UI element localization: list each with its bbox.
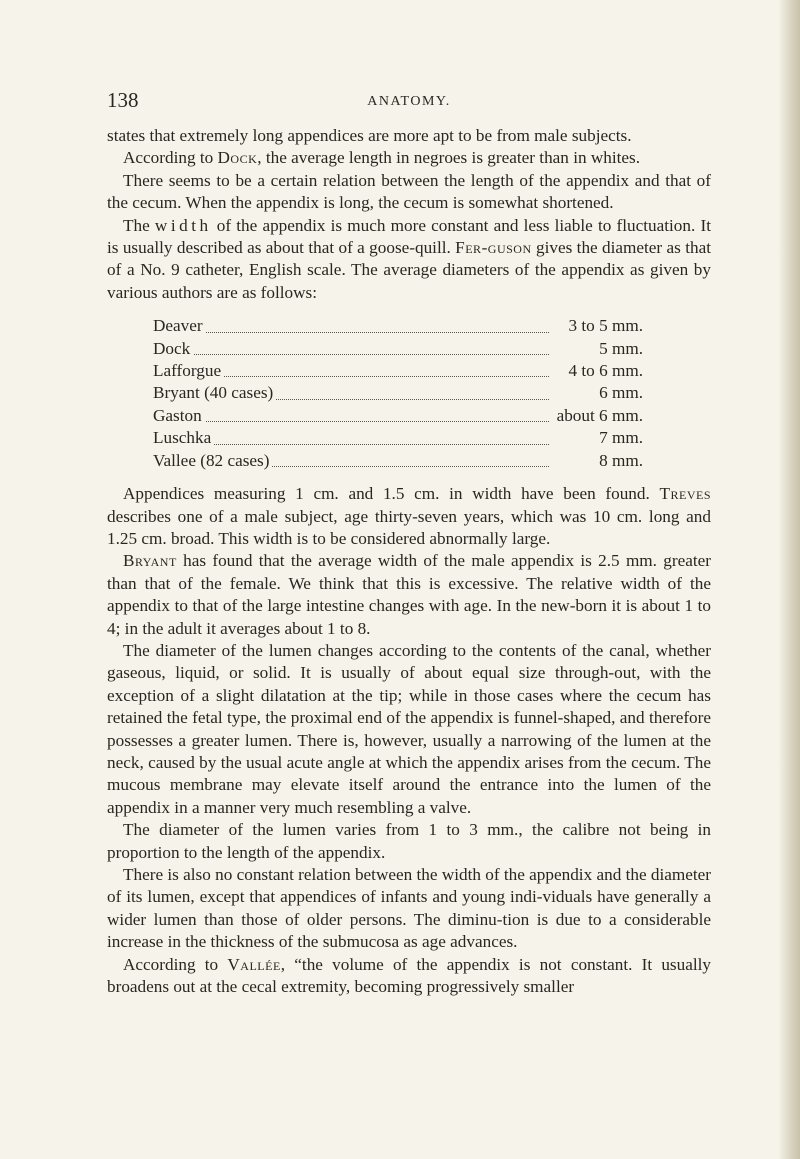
author-name: Dock — [217, 148, 258, 168]
text-run: gives the diameter as that of a No. 9 catheter, English scale. The average diameters of the appendix as given by various authors are as follows: — [107, 238, 711, 302]
text-run: describes one of a male subject, age thirty-seven years, which was 10 cm. long and 1.25 cm. broad. This width is to be considered abnormally large. — [107, 506, 711, 548]
page-header — [107, 88, 711, 114]
paragraph — [107, 170, 711, 215]
diameter-table — [153, 315, 643, 472]
table-author: Luschka — [153, 428, 214, 447]
table-author: Deaver — [153, 316, 206, 335]
table-value: 8 mm. — [599, 450, 643, 470]
table-row — [153, 427, 643, 449]
spaced-term: width — [154, 215, 212, 235]
text-run: According to — [123, 954, 228, 974]
table-author: Lafforgue — [153, 361, 224, 380]
text-run: of the appendix is much more constant and less liable to fluctuation. It is usually described as about that of a goose-quill. — [107, 215, 711, 258]
table-value: 6 mm. — [599, 383, 643, 403]
paragraph — [107, 819, 711, 864]
paragraph — [107, 864, 711, 954]
table-row — [153, 382, 643, 404]
text-run: The diameter of the lumen changes according to the contents of the canal, whether gaseous, liquid, or solid. It is usually of about equal size through-out, with the exception of a slight dilatation at the tip; while in those cases where the cecum has retained the fetal type, the proximal end of the appendix is funnel-shaped, and therefore possesses a greater lumen. There is, however, usually a narrowing of the lumen at the neck, caused by the usual acute angle at which the appendix arises from the cecum. The mucous membrane may elevate itself around the entrance into the lumen of the appendix in a manner very much resembling a valve. — [107, 640, 711, 817]
text-run: According to — [123, 148, 218, 168]
table-author: Dock — [153, 339, 193, 358]
author-name: Bryant — [123, 551, 177, 571]
paragraph — [107, 215, 711, 305]
body-text — [107, 125, 711, 998]
author-name: Vallée — [227, 954, 281, 974]
text-run: The — [123, 215, 155, 235]
text-run: The diameter of the lumen varies from 1 to 3 mm., the calibre not being in proportion to the length of the appendix. — [107, 820, 711, 862]
text-run: , the average length in negroes is greater than in whites. — [257, 148, 641, 168]
table-author: Bryant (40 cases) — [153, 383, 276, 402]
paragraph — [107, 550, 711, 640]
author-name: Fer-guson — [455, 238, 532, 258]
paragraph — [107, 640, 711, 819]
table-value: 7 mm. — [599, 428, 643, 448]
table-value: 3 to 5 mm. — [568, 316, 643, 336]
book-page — [107, 88, 711, 998]
table-author: Gaston — [153, 406, 205, 425]
page-edge-shadow — [778, 0, 800, 1159]
paragraph — [107, 954, 711, 999]
table-row — [153, 360, 643, 382]
running-head: ANATOMY. — [367, 94, 451, 109]
table-value: 4 to 6 mm. — [568, 361, 643, 381]
table-row — [153, 450, 643, 472]
paragraph — [107, 125, 711, 147]
table-row — [153, 315, 643, 337]
table-row — [153, 405, 643, 427]
text-run: Appendices measuring 1 cm. and 1.5 cm. in width have been found. — [123, 484, 660, 504]
author-name: Treves — [659, 484, 711, 504]
table-value: 5 mm. — [599, 338, 643, 358]
page-number: 138 — [107, 88, 139, 112]
text-run: has found that the average width of the male appendix is 2.5 mm. greater than that of the female. We think that this is excessive. The relative width of the appendix to that of the large intestine changes with age. In the new-born it is about 1 to 4; in the adult it averages about 1 to 8. — [107, 551, 711, 638]
table-author: Vallee (82 cases) — [153, 451, 272, 470]
table-value: about 6 mm. — [556, 405, 643, 425]
paragraph — [107, 483, 711, 550]
text-run: There seems to be a certain relation between the length of the appendix and that of the cecum. When the appendix is long, the cecum is somewhat shortened. — [107, 170, 711, 213]
text-run: , “the volume of the appendix is not constant. It usually broadens out at the cecal extremity, becoming progressively smaller — [107, 954, 711, 997]
text-run: states that extremely long appendices are more apt to be from male subjects. — [107, 126, 632, 145]
table-row — [153, 338, 643, 360]
paragraph — [107, 147, 711, 169]
text-run: There is also no constant relation between the width of the appendix and the diameter of its lumen, except that appendices of infants and young indi-viduals have generally a wider lumen than those of older persons. The diminu-tion is due to a considerable increase in the thickness of the submucosa as age advances. — [107, 865, 712, 952]
